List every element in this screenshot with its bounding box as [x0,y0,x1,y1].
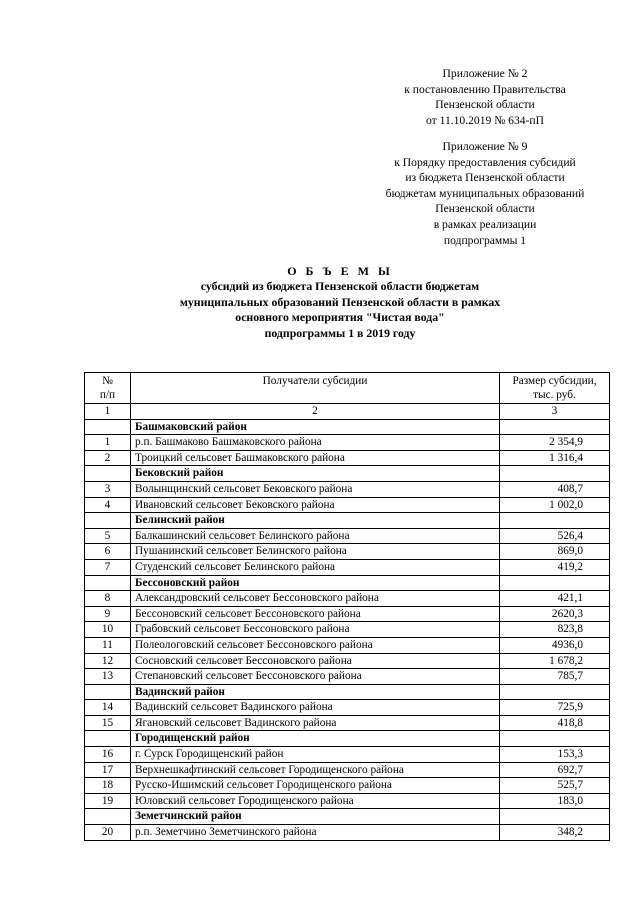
table-row [85,637,610,653]
row-number: 17 [85,762,131,778]
district-name: Городищенский район [131,731,500,747]
district-num-cell [85,513,131,529]
table-row [85,700,610,716]
recipient-name: Грабовский сельсовет Бессоновского района [131,622,500,638]
document-title: О Б Ъ Е М Ы [287,264,393,278]
recipient-name: г. Сурск Городищенский район [131,747,500,763]
district-row [85,731,610,747]
district-name: Вадинский район [131,684,500,700]
district-name: Бессоновский район [131,575,500,591]
recipient-name: Ивановский сельсовет Бековского района [131,497,500,513]
appendix-line: в рамках реализации [433,217,537,231]
recipient-name: Студенский сельсовет Белинского района [131,559,500,575]
district-value-cell [500,731,610,747]
table-row [85,622,610,638]
row-number: 9 [85,606,131,622]
table-row [85,435,610,451]
recipient-name: Юловский сельсовет Городищенского района [131,793,500,809]
table-row [85,715,610,731]
row-number: 13 [85,669,131,685]
subtitle-line: подпрограммы 1 в 2019 году [264,325,416,340]
table-row [85,528,610,544]
recipient-name: Балкашинский сельсовет Белинского района [131,528,500,544]
district-value-cell [500,684,610,700]
subsidy-amount: 823,8 [500,622,610,638]
appendix-order-block [360,139,610,248]
recipient-name: Сосновский сельсовет Бессоновского района [131,653,500,669]
table-row [85,778,610,794]
row-number: 6 [85,544,131,560]
row-number: 1 [85,435,131,451]
subsidy-amount: 1 002,0 [500,497,610,513]
row-number: 10 [85,622,131,638]
subtitle-line: муниципальных образований Пензенской области в рамках [179,294,501,309]
subsidy-amount: 1 678,2 [500,653,610,669]
recipient-name: Полеологовский сельсовет Бессоновского района [131,637,500,653]
table-row [85,450,610,466]
district-row [85,419,610,435]
recipient-name: Ягановский сельсовет Вадинского района [131,715,500,731]
appendix-line: Пензенской области [435,202,535,216]
subsidy-amount: 869,0 [500,544,610,560]
subsidy-amount: 153,3 [500,747,610,763]
row-number: 8 [85,591,131,607]
row-number: 16 [85,747,131,763]
row-number: 3 [85,481,131,497]
district-value-cell [500,809,610,825]
header-num [85,373,131,404]
subsidy-amount: 421,1 [500,591,610,607]
subsidy-amount: 725,9 [500,700,610,716]
row-number: 14 [85,700,131,716]
table-row [85,544,610,560]
recipient-name: Русско-Ишимский сельсовет Городищенского района [131,778,500,794]
table-row [85,669,610,685]
row-number: 19 [85,793,131,809]
recipient-name: р.п. Башмаково Башмаковского района [131,435,500,451]
appendix-line: от 11.10.2019 № 634-пП [425,113,545,127]
subsidy-amount: 2620,3 [500,606,610,622]
row-number: 20 [85,825,131,841]
subsidy-amount: 183,0 [500,793,610,809]
document-subtitle [120,279,560,341]
district-row [85,575,610,591]
subsidy-amount: 419,2 [500,559,610,575]
recipient-name: Степановский сельсовет Бессоновского района [131,669,500,685]
district-num-cell [85,809,131,825]
appendix-line: к постановлению Правительства [404,82,566,96]
table-row [85,559,610,575]
row-number: 5 [85,528,131,544]
subsidy-amount: 4936,0 [500,637,610,653]
district-name: Земетчинский район [131,809,500,825]
appendix-line: из бюджета Пензенской области [405,171,565,185]
table-row [85,481,610,497]
district-name: Башмаковский район [131,419,500,435]
table-row [85,762,610,778]
district-row [85,809,610,825]
recipient-name: Верхнешкафтинский сельсовет Городищенского района [131,762,500,778]
district-name: Белинский район [131,513,500,529]
table-row [85,591,610,607]
recipient-name: Волынщинский сельсовет Бековского района [131,481,500,497]
column-number: 2 [131,404,500,420]
header-num-line: № [102,375,113,387]
district-num-cell [85,419,131,435]
row-number: 12 [85,653,131,669]
table-row [85,793,610,809]
header-recipients: Получатели субсидии [131,373,500,404]
subsidy-amount: 418,8 [500,715,610,731]
column-number: 1 [85,404,131,420]
row-number: 4 [85,497,131,513]
row-number: 15 [85,715,131,731]
header-num-line: п/п [99,389,116,401]
table-row [85,825,610,841]
subsidy-amount: 525,7 [500,778,610,794]
appendix-line: Пензенской области [435,98,535,112]
subtitle-line: основного мероприятия "Чистая вода" [235,310,445,325]
district-num-cell [85,731,131,747]
district-value-cell [500,466,610,482]
appendix-line: Приложение № 9 [442,140,528,153]
subtitle-line: субсидий из бюджета Пензенской области бюджетам [200,279,480,294]
subsidy-amount: 348,2 [500,825,610,841]
header-amount-line: тыс. руб. [533,389,576,401]
column-number-row [85,404,610,420]
recipient-name: р.п. Земетчино Земетчинского района [131,825,500,841]
header-amount [500,373,610,404]
column-number: 3 [500,404,610,420]
district-row [85,513,610,529]
recipient-name: Бессоновский сельсовет Бессоновского района [131,606,500,622]
document-title-block [120,264,560,341]
district-num-cell [85,575,131,591]
subsidy-amount: 692,7 [500,762,610,778]
recipient-name: Вадинский сельсовет Вадинского района [131,700,500,716]
subsidy-amount: 785,7 [500,669,610,685]
district-row [85,466,610,482]
table-row [85,747,610,763]
row-number: 18 [85,778,131,794]
recipient-name: Пушанинский сельсовет Белинского района [131,544,500,560]
row-number: 11 [85,637,131,653]
row-number: 2 [85,450,131,466]
subsidy-amount: 526,4 [500,528,610,544]
table-header-row [85,373,610,404]
subsidy-amount: 408,7 [500,481,610,497]
subsidy-amount: 2 354,9 [500,435,610,451]
table-body [85,404,610,841]
appendix-line: подпрограммы 1 [443,233,527,247]
district-num-cell [85,684,131,700]
district-num-cell [85,466,131,482]
table-row [85,497,610,513]
district-value-cell [500,513,610,529]
district-row [85,684,610,700]
appendix-line: Приложение № 2 [442,67,528,80]
recipient-name: Александровский сельсовет Бессоновского района [131,591,500,607]
district-name: Бековский район [131,466,500,482]
appendix-line: к Порядку предоставления субсидий [394,155,576,169]
appendix-reference-block [360,66,610,128]
table-row [85,606,610,622]
district-value-cell [500,575,610,591]
recipient-name: Троицкий сельсовет Башмаковского района [131,450,500,466]
header-amount-line: Размер субсидии, [512,375,597,387]
subsidy-amount: 1 316,4 [500,450,610,466]
subsidy-table [84,372,610,841]
district-value-cell [500,419,610,435]
appendix-line: бюджетам муниципальных образований [385,186,585,200]
row-number: 7 [85,559,131,575]
table-row [85,653,610,669]
